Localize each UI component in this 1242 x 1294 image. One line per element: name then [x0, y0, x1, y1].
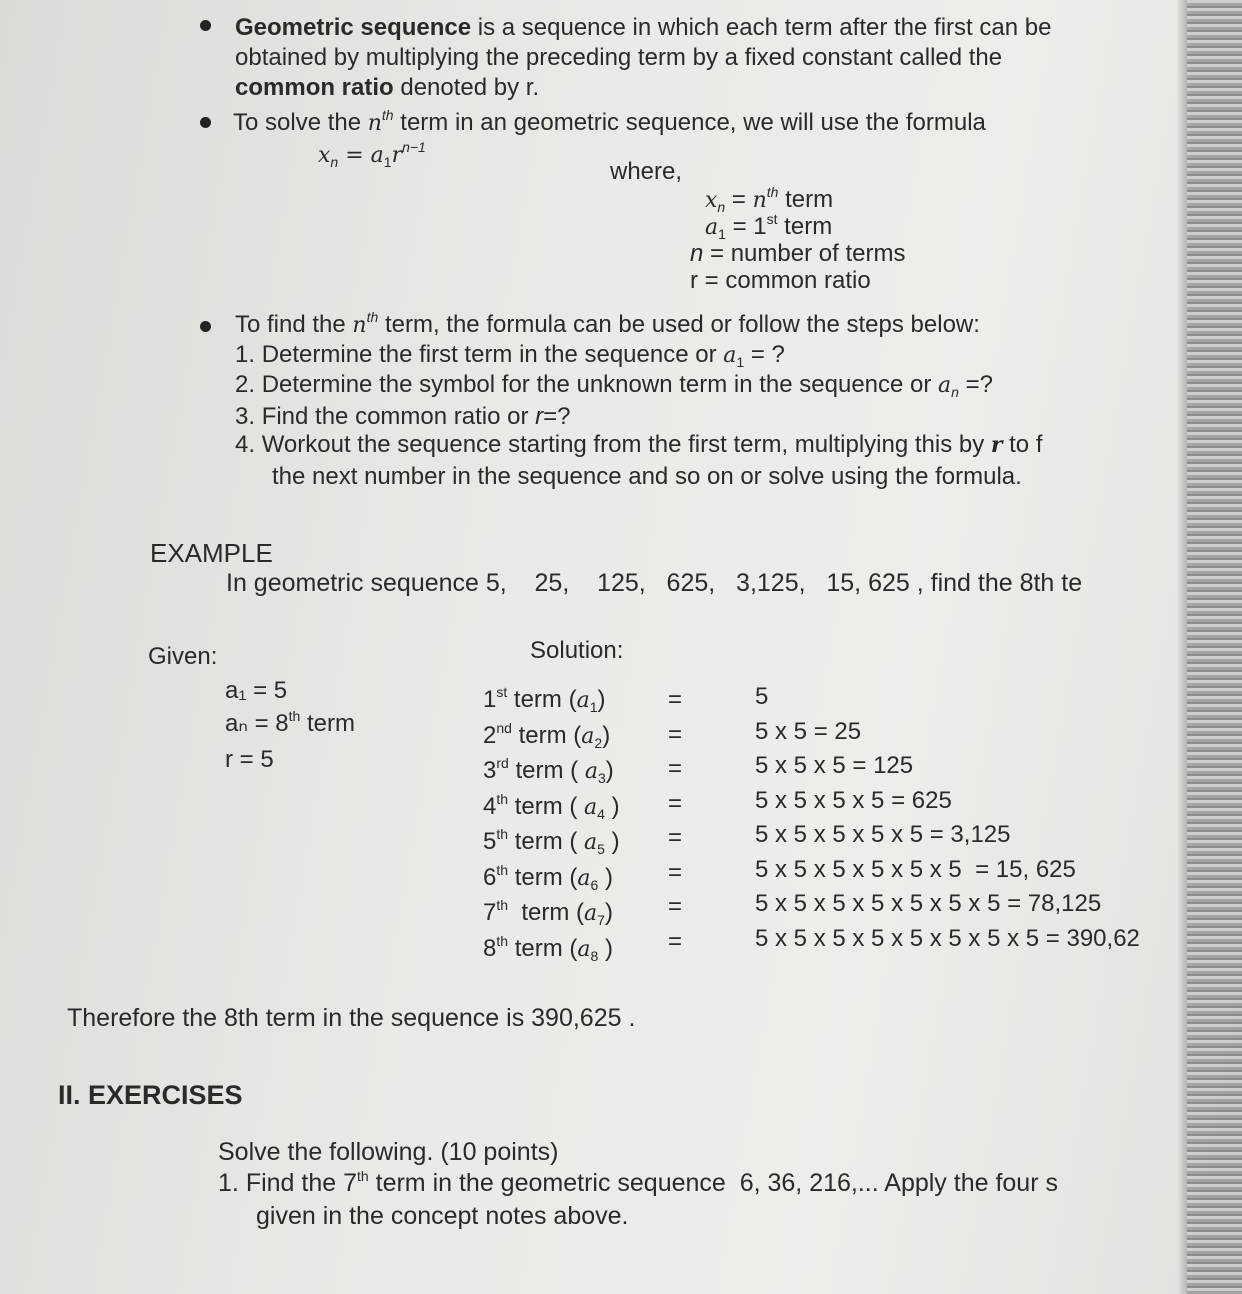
exercises-heading [58, 1080, 243, 1110]
formula [318, 140, 426, 171]
text: term ( [508, 757, 585, 784]
sym: a [584, 830, 598, 855]
calculation: 5 x 5 x 5 x 5 x 5 x 5 x 5 = 78,125 [755, 890, 1102, 917]
sup: th [381, 107, 394, 123]
formula-intro [233, 108, 986, 139]
sup: th [766, 184, 779, 200]
calculation: 5 [755, 683, 769, 710]
definition-line: obtained by multiplying the preceding term by a fixed constant called the [235, 44, 1003, 71]
num: 1. [235, 341, 256, 368]
definition [690, 239, 905, 269]
equals-sign: = [668, 755, 683, 782]
equals-sign: = [668, 824, 683, 851]
sub: 6 [590, 876, 599, 893]
ord: 3 [483, 757, 497, 784]
term-label [483, 825, 620, 861]
sym: n [352, 313, 367, 338]
text: term ( [508, 828, 585, 855]
given-a1: a₁ = 5 [225, 677, 288, 704]
equals-sign: = [668, 927, 683, 955]
sup: st [766, 211, 778, 227]
term-label [483, 754, 620, 790]
sym: a [576, 688, 590, 713]
text: To find the [235, 311, 353, 338]
text: ) [605, 757, 614, 784]
sym: a [705, 215, 719, 240]
sup: th [357, 1168, 369, 1184]
term: common ratio [235, 74, 394, 101]
calculation: 5 x 5 x 5 = 125 [755, 752, 914, 779]
sub: 1 [718, 226, 726, 242]
text: term in the geometric sequence 6, 36, 216,... Apply the four s [368, 1169, 1058, 1197]
sym: a [584, 794, 598, 820]
sup: rd [496, 755, 509, 771]
equals-sign: = [668, 789, 683, 817]
step [235, 370, 993, 401]
text: term ( [508, 863, 578, 891]
text: denoted by r. [393, 74, 540, 101]
text: = common ratio [698, 267, 871, 294]
conclusion: Therefore the 8th term in the sequence is 390,625 . [67, 1004, 636, 1032]
exercise-question-1-cont: given in the concept notes above. [256, 1202, 629, 1230]
sub: 3 [597, 770, 606, 786]
given-an [225, 709, 355, 739]
term-label [483, 932, 620, 968]
ord: 2 [483, 721, 497, 749]
sym: a [584, 759, 598, 784]
text: = ? [744, 341, 785, 368]
text: Find the common ratio or [261, 403, 536, 430]
sup: th [496, 932, 509, 949]
heading: II. EXERCISES [58, 1080, 243, 1110]
equals-sign: = [668, 686, 683, 713]
text: ) [604, 828, 620, 855]
ord: 5 [483, 828, 497, 855]
text: To solve the [233, 109, 368, 136]
exercise-instruction: Solve the following. (10 points) [218, 1138, 559, 1166]
solution-terms [483, 683, 620, 967]
text: ) [597, 686, 606, 713]
sym: x [318, 143, 331, 168]
solution-label: Solution: [530, 637, 624, 664]
definition-line [235, 73, 539, 103]
sup: n−1 [402, 139, 426, 155]
text: term ( [508, 934, 578, 962]
text: Determine the symbol for the unknown term in the sequence or [261, 371, 939, 398]
text: is a sequence in which each term after the first can be [471, 14, 1052, 41]
calculation: 5 x 5 = 25 [755, 717, 862, 745]
text: aₙ = 8 [225, 710, 289, 737]
sub: 7 [597, 912, 605, 928]
sub: n [951, 384, 959, 400]
text: to f [1002, 431, 1043, 458]
calculation: 5 x 5 x 5 x 5 x 5 x 5 = 15, 625 [755, 855, 1076, 883]
text: ) [604, 899, 613, 926]
bullet-icon [200, 321, 211, 332]
text: ) [598, 934, 613, 962]
text: term, the formula can be used or follow the steps below: [378, 311, 980, 338]
sym: r [990, 432, 1003, 458]
text: ) [598, 863, 613, 891]
sym: a [584, 901, 598, 926]
equals-sign: = [668, 893, 683, 920]
term-label [483, 683, 620, 719]
calculation: 5 x 5 x 5 x 5 x 5 x 5 x 5 x 5 = 390,62 [755, 924, 1140, 952]
calculation: 5 x 5 x 5 x 5 x 5 = 3,125 [755, 821, 1011, 848]
definition [690, 266, 871, 296]
ord: 8 [483, 934, 497, 962]
equals-sign: = [668, 720, 683, 748]
page-edge [1177, 0, 1187, 1294]
equals-sign: = [668, 858, 683, 886]
num: 3. [235, 403, 256, 430]
ord: 4 [483, 792, 497, 820]
text: ) [604, 792, 620, 820]
sub: n [330, 154, 339, 170]
sup: st [496, 684, 508, 700]
num: 1. [218, 1169, 239, 1197]
given-label: Given: [148, 643, 218, 670]
ord: 7 [483, 899, 497, 926]
sub: 1 [589, 699, 598, 715]
sym: x [705, 188, 718, 213]
sym: n [752, 188, 767, 213]
given-r: r = 5 [225, 746, 274, 773]
term-label [483, 861, 620, 897]
example-heading: EXAMPLE [150, 538, 273, 568]
text: term ( [507, 686, 577, 713]
text: term [300, 710, 355, 737]
text: term [778, 186, 834, 213]
text: = 1 [725, 213, 767, 240]
step-continued: the next number in the sequence and so on or solve using the formula. [272, 463, 1022, 490]
sub: 2 [594, 734, 603, 751]
sub: 1 [383, 154, 392, 170]
sym: a [577, 865, 591, 891]
calculation: 5 x 5 x 5 x 5 = 625 [755, 786, 952, 814]
num: 2. [235, 371, 256, 398]
text: Find the 7 [245, 1169, 357, 1197]
text: = number of terms [703, 240, 906, 267]
term-label [483, 719, 620, 755]
sup: th [366, 309, 379, 325]
sym: r [535, 403, 544, 430]
bullet-icon [200, 117, 211, 128]
example-prompt: In geometric sequence 5, 25, 125, 625, 3,125, 15, 625 , find the 8th te [226, 569, 1083, 597]
sup: th [496, 826, 509, 842]
bullet-icon [200, 20, 211, 31]
text: term ( [508, 899, 585, 926]
text: =? [958, 371, 993, 398]
sym: a [577, 936, 591, 962]
sym: a [581, 723, 595, 749]
sym: n [690, 240, 704, 267]
sup: th [496, 897, 509, 913]
text: =? [543, 403, 571, 430]
sym: a [938, 373, 952, 398]
term-label [483, 896, 620, 932]
sup: th [496, 861, 509, 878]
page-binding [1180, 0, 1242, 1294]
sym: n [367, 111, 382, 136]
text: term [777, 213, 833, 240]
exercise-question-1 [218, 1168, 1058, 1198]
sym: r [391, 143, 403, 168]
solution-equals [668, 683, 682, 959]
sub: 4 [597, 805, 605, 822]
step [235, 402, 571, 432]
step [235, 430, 1043, 460]
text: Workout the sequence starting from the first term, multiplying this by [261, 431, 991, 458]
where-label: where, [610, 158, 683, 185]
step [235, 340, 785, 371]
sub: 1 [736, 354, 745, 370]
sym: r [690, 267, 698, 294]
sym: a [723, 343, 737, 368]
term-label [483, 790, 620, 826]
num: 4. [235, 431, 256, 458]
sub: 8 [590, 947, 599, 964]
steps-intro [235, 310, 980, 341]
text: term in an geometric sequence, we will use the formula [393, 109, 986, 136]
sup: nd [496, 719, 512, 736]
ord: 6 [483, 863, 497, 891]
term: Geometric sequence [235, 14, 472, 41]
solution-calculations [755, 680, 1140, 956]
definition-line [235, 13, 1051, 43]
sym: = a [338, 143, 384, 168]
text: Determine the first term in the sequence or [261, 341, 724, 368]
text: term ( [511, 721, 582, 749]
sup: th [288, 708, 301, 724]
ord: 1 [483, 686, 497, 713]
sup: th [496, 790, 509, 807]
sub: n [717, 199, 726, 215]
text: ) [602, 721, 611, 749]
sub: 5 [597, 841, 605, 857]
text: term ( [508, 792, 585, 820]
text: = [725, 186, 753, 213]
